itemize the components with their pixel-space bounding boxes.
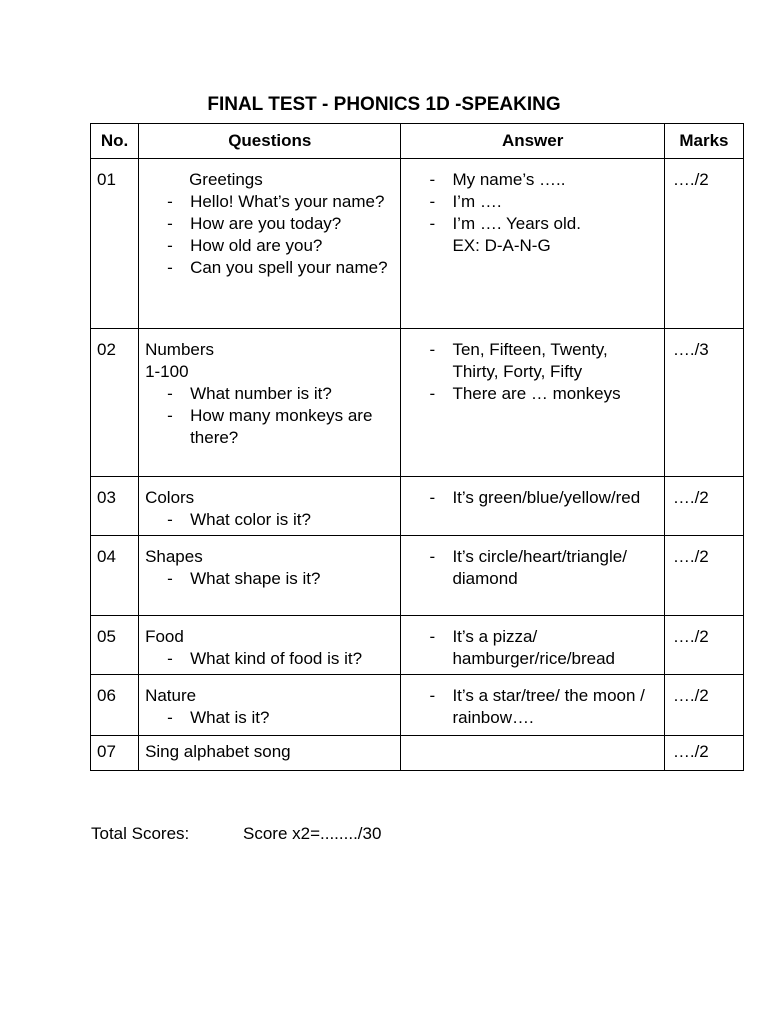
answer-item: - Ten, Fifteen, Twenty, Thirty, Forty, Fifty bbox=[407, 339, 657, 383]
answer-item: - There are … monkeys bbox=[407, 383, 657, 405]
table-row bbox=[91, 675, 744, 736]
question-item: - What number is it? bbox=[145, 383, 394, 405]
answer-cell bbox=[401, 675, 664, 736]
question-heading: Greetings bbox=[189, 170, 263, 189]
question-heading: Shapes bbox=[145, 547, 203, 566]
table-row bbox=[91, 536, 744, 616]
header-questions: Questions bbox=[139, 124, 401, 159]
marks-cell: …./2 bbox=[664, 675, 743, 736]
table-row bbox=[91, 159, 744, 329]
answer-cell bbox=[401, 159, 664, 329]
total-scores bbox=[91, 823, 382, 845]
question-cell bbox=[139, 329, 401, 477]
question-item: - What color is it? bbox=[145, 509, 394, 531]
question-item: - How many monkeys are there? bbox=[145, 405, 394, 449]
answer-cell bbox=[401, 736, 664, 771]
answer-item: - It’s circle/heart/triangle/ diamond bbox=[407, 546, 657, 590]
question-heading: Numbers bbox=[145, 340, 215, 359]
question-cell bbox=[139, 159, 401, 329]
answer-item: - My name’s ….. bbox=[407, 169, 657, 191]
table-row bbox=[91, 616, 744, 675]
row-number: 07 bbox=[91, 736, 139, 771]
question-item: - Can you spell your name? bbox=[145, 257, 394, 279]
question-cell bbox=[139, 616, 401, 675]
answer-item: - It’s a pizza/ hamburger/rice/bread bbox=[407, 626, 657, 670]
answer-item: - It’s a star/tree/ the moon / rainbow…. bbox=[407, 685, 657, 729]
header-marks: Marks bbox=[664, 124, 743, 159]
answer-item: - I’m …. Years old. bbox=[407, 213, 657, 235]
question-item: - What is it? bbox=[145, 707, 394, 729]
test-table bbox=[90, 123, 744, 771]
question-cell bbox=[139, 477, 401, 536]
marks-cell: …./2 bbox=[664, 159, 743, 329]
answer-example: EX: D-A-N-G bbox=[452, 236, 551, 255]
header-row bbox=[91, 124, 744, 159]
table-row bbox=[91, 736, 744, 771]
question-cell bbox=[139, 736, 401, 771]
row-number: 05 bbox=[91, 616, 139, 675]
question-heading: Sing alphabet song bbox=[145, 742, 291, 761]
marks-cell: …./2 bbox=[664, 736, 743, 771]
question-cell bbox=[139, 675, 401, 736]
table-row bbox=[91, 477, 744, 536]
row-number: 03 bbox=[91, 477, 139, 536]
question-heading: Food bbox=[145, 627, 184, 646]
row-number: 02 bbox=[91, 329, 139, 477]
row-number: 06 bbox=[91, 675, 139, 736]
answer-cell bbox=[401, 536, 664, 616]
row-number: 04 bbox=[91, 536, 139, 616]
marks-cell: …./2 bbox=[664, 536, 743, 616]
question-cell bbox=[139, 536, 401, 616]
answer-cell bbox=[401, 616, 664, 675]
answer-cell bbox=[401, 329, 664, 477]
page-title: FINAL TEST - PHONICS 1D -SPEAKING bbox=[207, 94, 561, 115]
row-number: 01 bbox=[91, 159, 139, 329]
total-label: Total Scores: bbox=[91, 824, 190, 843]
header-no: No. bbox=[91, 124, 139, 159]
question-item: - How are you today? bbox=[145, 213, 394, 235]
question-heading: Colors bbox=[145, 488, 195, 507]
marks-cell: …./2 bbox=[664, 477, 743, 536]
question-item: - Hello! What’s your name? bbox=[145, 191, 394, 213]
question-subheading: 1-100 bbox=[145, 362, 189, 381]
question-item: - How old are you? bbox=[145, 235, 394, 257]
marks-cell: …./3 bbox=[664, 329, 743, 477]
question-heading: Nature bbox=[145, 686, 197, 705]
answer-item: - It’s green/blue/yellow/red bbox=[407, 487, 657, 509]
question-item: - What shape is it? bbox=[145, 568, 394, 590]
question-item: - What kind of food is it? bbox=[145, 648, 394, 670]
answer-item: - I’m …. bbox=[407, 191, 657, 213]
header-answer: Answer bbox=[401, 124, 664, 159]
answer-cell bbox=[401, 477, 664, 536]
marks-cell: …./2 bbox=[664, 616, 743, 675]
score-formula: Score x2=......../30 bbox=[243, 824, 382, 843]
table-row bbox=[91, 329, 744, 477]
